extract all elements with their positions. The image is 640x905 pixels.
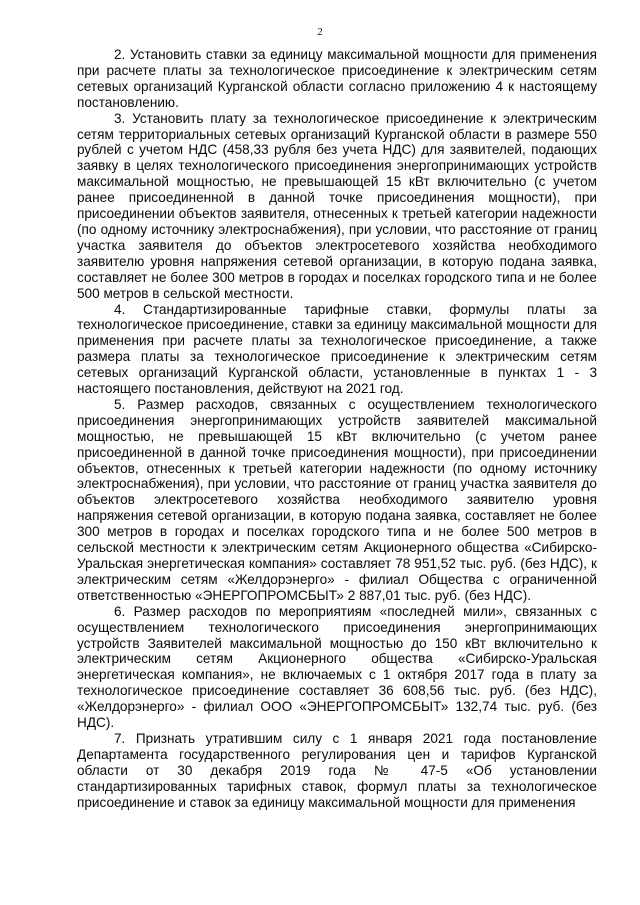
paragraph-item-4: 4. Стандартизированные тарифные ставки, формулы платы за технологическое присоединение, ставки за единицу максимальной мощности для применения при расчете платы за технологическое присоединение, а также размера платы за технологическое присоединение к электрическим сетям сетевых организаций Курганской области, установленные в пунктах 1 - 3 настоящего постановления, действуют на 2021 год. bbox=[77, 301, 597, 397]
page-number: 2 bbox=[317, 26, 323, 38]
paragraph-item-3: 3. Установить плату за технологическое присоединение к электрическим сетям территориальных сетевых организаций Курганской области в размере 550 рублей с учетом НДС (458,33 рубля без учета НДС) для заявителей, подающих заявку в целях технологического присоединения энергопринимающих устройств максимальной мощностью, не превышающей 15 кВт включительно (с учетом ранее присоединенной в данной точке присоединения мощности), при присоединении объектов заявителя, отнесенных к третьей категории надежности (по одному источнику электроснабжения), при условии, что расстояние от границ участка заявителя до объектов электросетевого хозяйства необходимого заявителю уровня напряжения сетевой организации, в которую подана заявка, составляет не более 300 метров в городах и поселках городского типа и не более 500 метров в сельской местности. bbox=[77, 110, 597, 301]
paragraph-item-6: 6. Размер расходов по мероприятиям «последней мили», связанных с осуществлением технологического присоединения энергопринимающих устройств Заявителей максимальной мощностью до 150 кВт включительно к электрическим сетям Акционерного общества «Сибирско-Уральская энергетическая компания», не включаемых с 1 октября 2017 года в плату за технологическое присоединение составляет 36 608,56 тыс. руб. (без НДС), «Желдорэнерго» - филиал ООО «ЭНЕРГОПРОМСБЫТ» 132,74 тыс. руб. (без НДС). bbox=[77, 603, 597, 731]
paragraph-item-7: 7. Признать утратившим силу с 1 января 2021 года постановление Департамента государственного регулирования цен и тарифов Курганской области от 30 декабря 2019 года № 47-5 «Об установлении стандартизированных тарифных ставок, формул платы за технологическое присоединение и ставок за единицу максимальной мощности для применения bbox=[77, 730, 597, 810]
document-body bbox=[77, 47, 597, 811]
paragraph-item-5: 5. Размер расходов, связанных с осуществлением технологического присоединения энергопринимающих устройств заявителей максимальной мощностью, не превышающей 15 кВт включительно (с учетом ранее присоединенной в данной точке присоединения мощности), при присоединении объектов, отнесенных к третьей категории надежности (по одному источнику электроснабжения), при условии, что расстояние от границ участка заявителя до объектов электросетевого хозяйства необходимого заявителю уровня напряжения сетевой организации, в которую подана заявка, составляет не более 300 метров в городах и поселках городского типа и не более 500 метров в сельской местности к электрическим сетям Акционерного общества «Сибирско-Уральская энергетическая компания» составляет 78 951,52 тыс. руб. (без НДС), к электрическим сетям «Желдорэнерго» - филиал Общества с ограниченной ответственностью «ЭНЕРГОПРОМСБЫТ» 2 887,01 тыс. руб. (без НДС). bbox=[77, 396, 597, 603]
paragraph-item-2: 2. Установить ставки за единицу максимальной мощности для применения при расчете платы за технологическое присоединение к электрическим сетям сетевых организаций Курганской области согласно приложению 4 к настоящему постановлению. bbox=[77, 47, 597, 110]
